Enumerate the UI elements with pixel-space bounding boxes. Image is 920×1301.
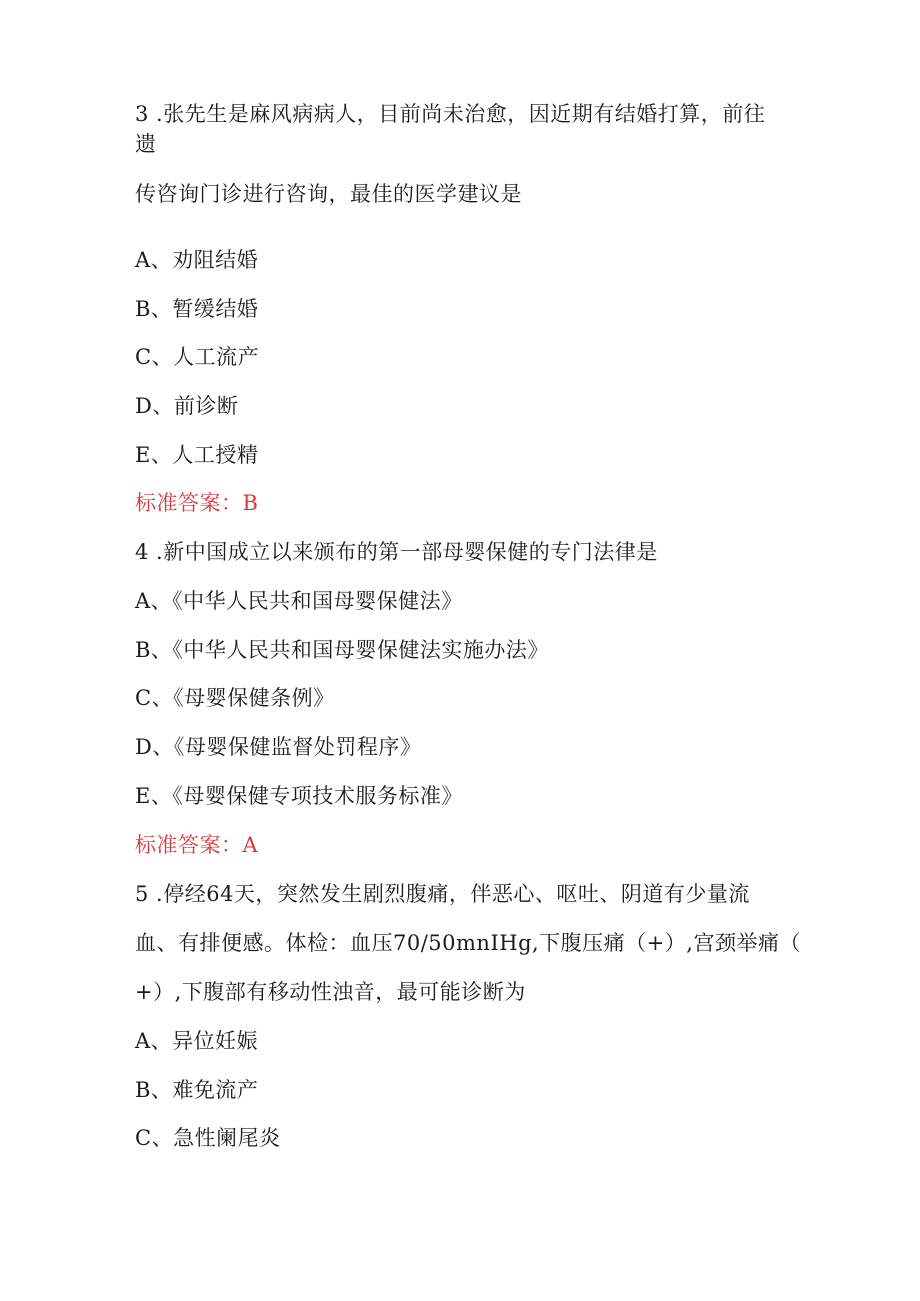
question-3-stem-line-3: 传咨询门诊进行咨询，最佳的医学建议是 [135,182,522,206]
question-4-option-d: D、《母婴保健监督处罚程序》 [135,735,422,759]
question-3-stem-line-1: 3 .张先生是麻风病病人，目前尚未治愈，因近期有结婚打算，前往 [135,102,766,126]
question-3-stem-line-2: 遗 [135,132,157,156]
question-4-option-e: E、《母婴保健专项技术服务标准》 [135,784,463,808]
question-3-option-c: C、人工流产 [135,345,260,369]
question-4-option-b: B、《中华人民共和国母婴保健法实施办法》 [135,638,549,662]
question-5-option-b: B、难免流产 [135,1078,259,1102]
question-4-option-c: C、《母婴保健条例》 [135,686,335,710]
question-5-stem-line-2: 血、有排便感。体检：血压70/50mnIHg,下腹压痛（+）,宫颈举痛（ [135,931,801,955]
question-3-option-e: E、人工授精 [135,443,259,467]
question-4-stem-line-1: 4 .新中国成立以来颁布的第一部母婴保健的专门法律是 [135,540,658,564]
question-5-stem-line-1: 5 .停经64天，突然发生剧烈腹痛，伴恶心、呕吐、阴道有少量流 [135,882,750,906]
question-4-option-a: A、《中华人民共和国母婴保健法》 [135,589,463,613]
question-3-option-d: D、前诊断 [135,394,239,418]
question-3-option-a: A、劝阻结婚 [135,248,259,272]
question-4-answer: 标准答案：A [135,833,259,857]
question-5-option-a: A、异位妊娠 [135,1029,259,1053]
question-5-stem-line-3: +）,下腹部有移动性浊音，最可能诊断为 [135,980,526,1004]
question-3-answer: 标准答案：B [135,491,259,515]
question-5-option-c: C、急性阑尾炎 [135,1126,281,1150]
question-3-option-b: B、暂缓结婚 [135,297,259,321]
